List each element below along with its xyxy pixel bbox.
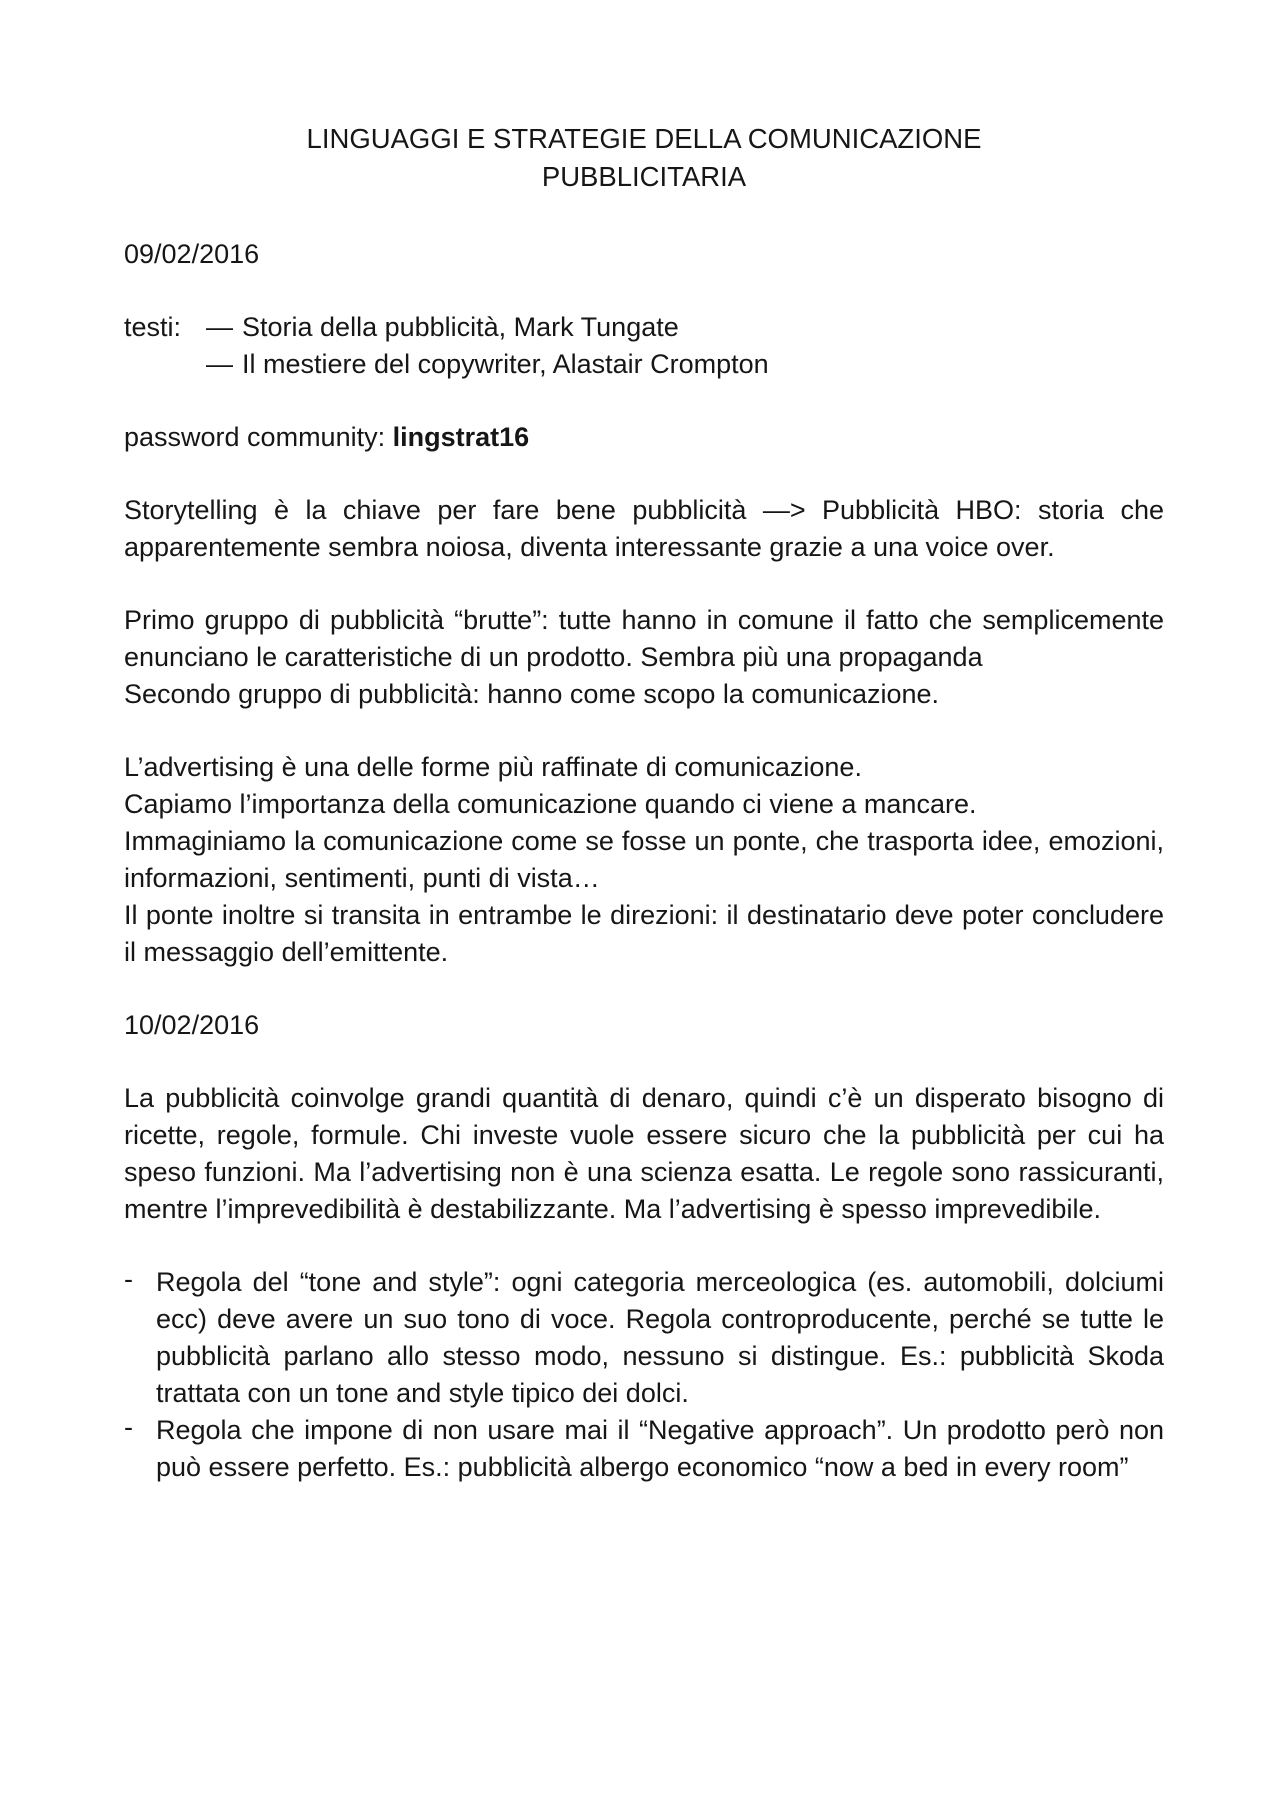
title-line-2: PUBBLICITARIA [541, 161, 747, 192]
texts-list [124, 309, 1164, 383]
paragraph-groups [124, 602, 1164, 713]
password-line [124, 419, 1164, 456]
text-item-title: Storia della pubblicità, Mark Tungate [242, 312, 679, 342]
date-heading-1: 09/02/2016 [124, 239, 260, 269]
dash-marker: — [206, 312, 233, 342]
advertising-line-1: L’advertising è una delle forme più raffinate di comunicazione. [124, 752, 862, 782]
rule-text: Regola che impone di non usare mai il “Negative approach”. Un prodotto però non può essere perfetto. Es.: pubblicità albergo economico “now a bed in every room” [156, 1415, 1164, 1482]
document-title [124, 120, 1164, 196]
date-heading-2: 10/02/2016 [124, 1010, 260, 1040]
paragraph-second-group: Secondo gruppo di pubblicità: hanno come scopo la comunicazione. [124, 679, 940, 709]
password-value: lingstrat16 [392, 422, 530, 452]
text-item [206, 346, 1164, 383]
title-line-1: LINGUAGGI E STRATEGIE DELLA COMUNICAZIONE [306, 123, 982, 154]
list-item [124, 1412, 1164, 1486]
paragraph-rules-intro: La pubblicità coinvolge grandi quantità di denaro, quindi c’è un disperato bisogno di ricette, regole, formule. Chi investe vuole essere sicuro che la pubblicità per cui ha speso funzioni. Ma l’advertising non è una scienza esatta. Le regole sono rassicuranti, mentre l’imprevedibilità è destabilizzante. Ma l’advertising è spesso imprevedibile. [124, 1083, 1164, 1224]
password-label: password community: [124, 422, 386, 452]
bullet-marker: - [124, 1412, 133, 1442]
text-item-title: Il mestiere del copywriter, Alastair Crompton [242, 349, 769, 379]
rule-text: Regola del “tone and style”: ogni categoria merceologica (es. automobili, dolciumi ecc) deve avere un suo tono di voce. Regola controproducente, perché se tutte le pubblicità parlano allo stesso modo, nessuno si distingue. Es.: pubblicità Skoda trattata con un tone and style tipico dei dolci. [156, 1267, 1164, 1408]
rules-list [124, 1264, 1164, 1486]
texts-items [206, 309, 1164, 383]
bullet-marker: - [124, 1264, 133, 1294]
advertising-line-2: Capiamo l’importanza della comunicazione quando ci viene a mancare. [124, 789, 977, 819]
paragraph-storytelling: Storytelling è la chiave per fare bene pubblicità —> Pubblicità HBO: storia che apparentemente sembra noiosa, diventa interessante grazie a una voice over. [124, 495, 1164, 562]
texts-label: testi: [124, 312, 182, 342]
list-item [124, 1264, 1164, 1412]
advertising-line-3: Immaginiamo la comunicazione come se fosse un ponte, che trasporta idee, emozioni, informazioni, sentimenti, punti di vista… [124, 826, 1164, 893]
paragraph-first-group: Primo gruppo di pubblicità “brutte”: tutte hanno in comune il fatto che semplicemente enunciano le caratteristiche di un prodotto. Sembra più una propaganda [124, 605, 1164, 672]
advertising-line-4: Il ponte inoltre si transita in entrambe le direzioni: il destinatario deve poter concludere il messaggio dell’emittente. [124, 900, 1164, 967]
text-item [206, 309, 1164, 346]
document-page [124, 120, 1164, 1486]
dash-marker: — [206, 349, 233, 379]
paragraph-advertising [124, 749, 1164, 971]
